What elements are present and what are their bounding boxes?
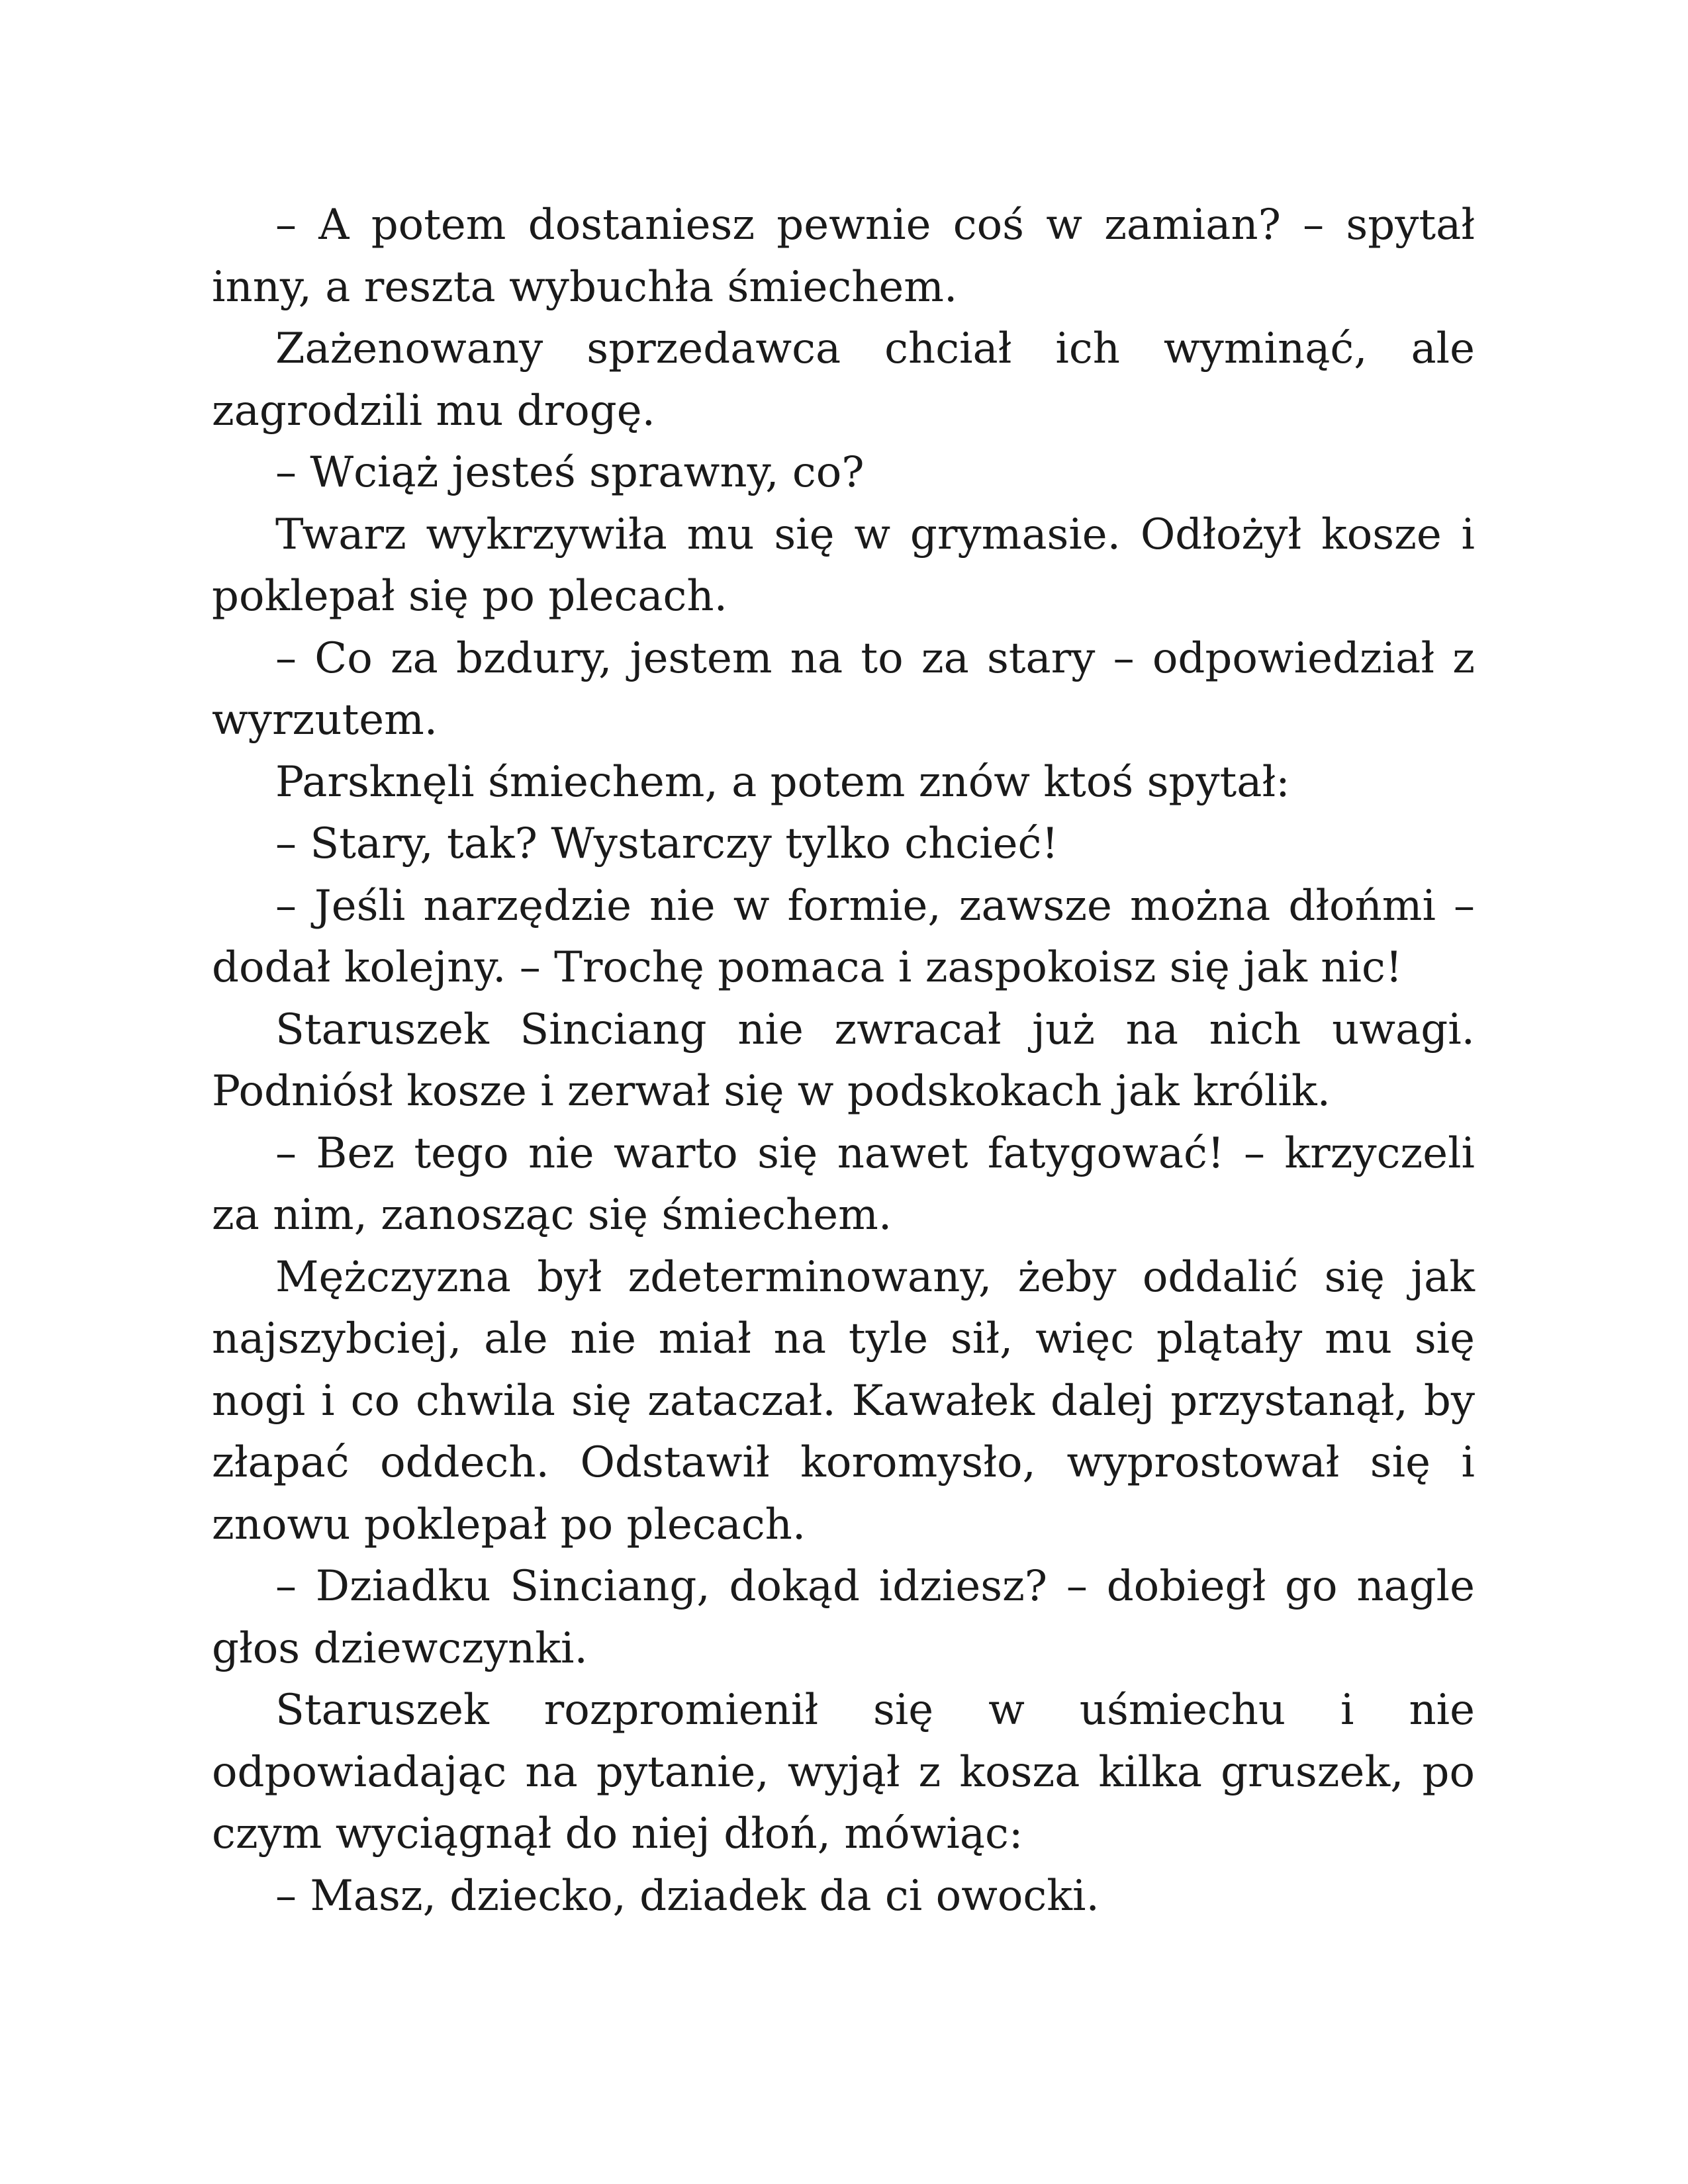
paragraph: – Dziadku Sinciang, dokąd idziesz? – dobiegł go nagle głos dziewczynki.	[212, 1562, 1475, 1673]
body-text	[212, 195, 1475, 1927]
paragraph: – Wciąż jesteś sprawny, co?	[275, 448, 865, 497]
paragraph: Mężczyzna był zdeterminowany, żeby oddalić się jak najszybciej, ale nie miał na tyle sił, więc plątały mu się nogi i co chwila się zataczał. Kawałek dalej przystanął, by złapać oddech. Odstawił koromysło, wyprostował się i znowu poklepał po plecach.	[212, 1252, 1475, 1549]
paragraph: – Jeśli narzędzie nie w formie, zawsze można dłońmi – dodał kolejny. – Trochę pomaca i zaspokoisz się jak nic!	[212, 881, 1475, 992]
paragraph: – Stary, tak? Wystarczy tylko chcieć!	[275, 819, 1059, 868]
paragraph: – Bez tego nie warto się nawet fatygować! – krzyczeli za nim, zanosząc się śmiechem.	[212, 1128, 1475, 1240]
paragraph: Twarz wykrzywiła mu się w grymasie. Odłożył kosze i poklepał się po plecach.	[212, 510, 1475, 621]
paragraph: Parsknęli śmiechem, a potem znów ktoś spytał:	[275, 757, 1290, 807]
paragraph: Staruszek rozpromienił się w uśmiechu i nie odpowiadając na pytanie, wyjął z kosza kilka gruszek, po czym wyciągnął do niej dłoń, mówiąc:	[212, 1686, 1475, 1858]
paragraph: – Co za bzdury, jestem na to za stary – odpowiedział z wyrzutem.	[212, 633, 1475, 745]
paragraph: – Masz, dziecko, dziadek da ci owocki.	[275, 1871, 1100, 1921]
paragraph: Zażenowany sprzedawca chciał ich wyminąć, ale zagrodzili mu drogę.	[212, 324, 1475, 435]
paragraph: – A potem dostaniesz pewnie coś w zamian? – spytał inny, a reszta wybuchła śmiechem.	[212, 201, 1475, 312]
paragraph: Staruszek Sinciang nie zwracał już na nich uwagi. Podniósł kosze i zerwał się w podskokach jak królik.	[212, 1005, 1475, 1116]
